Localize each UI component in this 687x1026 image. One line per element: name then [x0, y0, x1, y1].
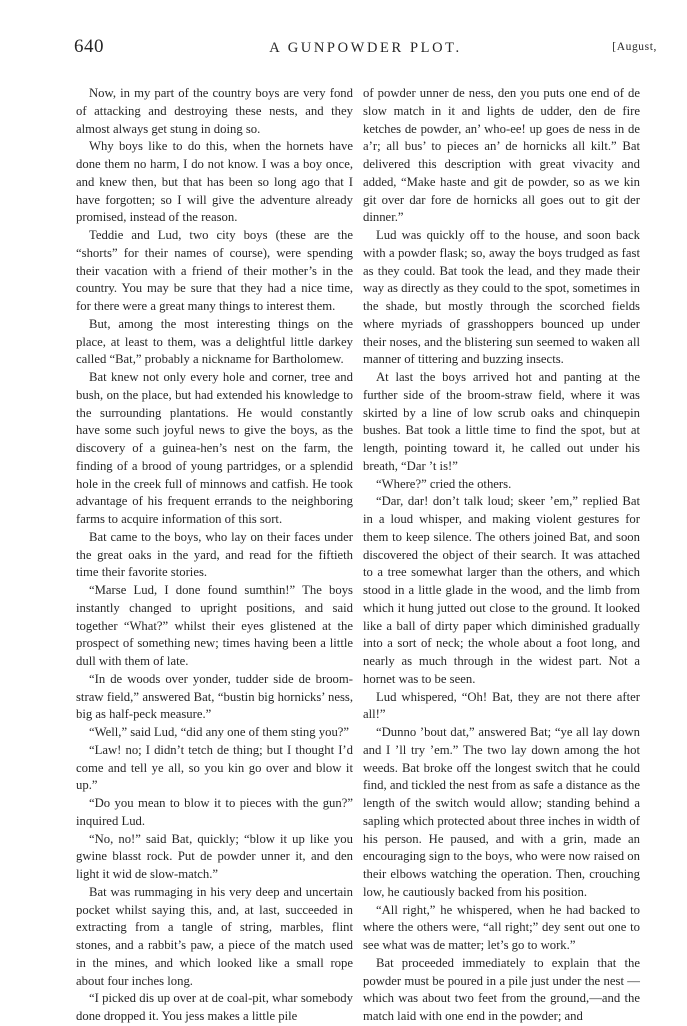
- paragraph: “Well,” said Lud, “did any one of them sting you?”: [89, 725, 350, 739]
- paragraph: Bat was rummaging in his very deep and uncertain pocket whilst saying this, and, at last, succeeded in extracting from a tangle of string, marbles, flint stones, and a rabbit’s paw, a piece of the match used in the mines, and which looked like a small rope about four inches long.: [76, 884, 353, 988]
- running-title: A GUNPOWDER PLOT.: [269, 40, 462, 56]
- paragraph: Lud whispered, “Oh! Bat, they are not there after all!”: [363, 689, 640, 722]
- paragraph: But, among the most interesting things on the place, at least to them, was a delightful little darkey called “Bat,” probably a nickname for Bartholomew.: [76, 316, 353, 367]
- paragraph: “Do you mean to blow it to pieces with the gun?” inquired Lud.: [76, 796, 353, 828]
- paragraph: “Dunno ’bout dat,” answered Bat; “ye all lay down and I ’ll try ’em.” The two lay down among the hot weeds. Bat broke off the longest switch that he could find, and tickled the nest from as safe a distance as the length of the switch would allow; standing behind a sapling which protected about three inches in width of his person. He paused, and with a grin, made an encouraging sign to the boys, who were now raised on their elbows watching the operation. Then, crouching low, he cautiously backed from his position.: [363, 725, 640, 899]
- paragraph: “In de woods over yonder, tudder side de broom-straw field,” answered Bat, “bustin big hornicks’ ness, big as half-peck measure.”: [76, 671, 353, 722]
- paragraph: “Law! no; I didn’t tetch de thing; but I thought I’d come and tell ye all, so you kin go over and blow it up.”: [76, 742, 353, 793]
- page-header: [74, 30, 657, 60]
- paragraph: Lud was quickly off to the house, and soon back with a powder flask; so, away the boys trudged as fast as they could. Bat took the lead, and they made their way as directly as they could to the spot, sometimes in the shade, but mostly through the scorched fields where myriads of grasshoppers bounced up under their noses, and the blistering sun seemed to waken all manner of tittering and buzzing insects.: [363, 228, 640, 367]
- paragraph: Teddie and Lud, two city boys (these are the “shorts” for their names of course), were spending their vacation with a friend of their mother’s in the country. You may be sure that they had a nice time, for there were a great many things to interest them.: [76, 228, 353, 313]
- paragraph: At last the boys arrived hot and panting at the further side of the broom-straw field, where it was skirted by a line of low scrub oaks and chinquepin bushes. Bat took a little time to find the spot, but at length, pointing toward it, he called out under his breath, “Dar ’t is!”: [363, 370, 640, 473]
- paragraph: Now, in my part of the country boys are very fond of attacking and destroying these nests, and they almost always get stung in doing so.: [76, 86, 353, 136]
- page-number: 640: [74, 36, 104, 57]
- right-column: [363, 85, 640, 1026]
- paragraph: Bat came to the boys, who lay on their faces under the great oaks in the yard, and read for the fiftieth time their favorite stories.: [76, 529, 353, 580]
- paragraph: “Where?” cried the others.: [376, 476, 512, 491]
- paragraph: Bat knew not only every hole and corner, tree and bush, on the place, but had extended his knowledge to the surrounding plantations. He would constantly have some such joyful news to give the boys, as the discovery of a guinea-hen’s nest on the farm, the finding of a brood of young partridges, or a splendid hole in the creek full of minnows and catfish. He took advantage of his frequent errands to the neighboring farms to acquire information of this sort.: [76, 370, 353, 526]
- paragraph: “Dar, dar! don’t talk loud; skeer ’em,” replied Bat in a loud whisper, and making violent gestures for them to keep silence. The others joined Bat, and soon discovered the object of their search. It was attached to a tree somewhat larger than the others, and which stood in a little glade in the wood, and the limb from which it hung jutted out close to the ground. It looked like a ball of dirty paper which diminished gradually into a sort of neck; the whole about a foot long, and nearly as much through in the widest part. Not a hornet was to be seen.: [363, 494, 640, 686]
- paragraph: Why boys like to do this, when the hornets have done them no harm, I do not know. I was a boy once, and knew then, but that has been so long ago that I have forgotten; so I will give the adventure already promised, instead of the reason.: [76, 139, 353, 225]
- paragraph: “No, no!” said Bat, quickly; “blow it up like you gwine blasst rock. Put de powder unner it, and den light it wid de slow-match.”: [76, 831, 353, 881]
- left-column: [76, 85, 353, 1026]
- paragraph: “All right,” he whispered, when he had backed to where the others were, “all right;” dey sent out one to see what was de matter; let’s go to work.”: [363, 902, 640, 952]
- issue-month: [August,: [612, 41, 657, 53]
- paragraph-continued: of powder unner de ness, den you puts one end of de slow match in it and lights de udder, den de fire ketches de powder, an’ who-ee! up goes de ness in de a’r; all bus’ to pieces an’ de hornicks all kilt.” Bat delivered this description with great vivacity and added, “Make haste and git de powder, so as we kin git over dar fore de hornicks all goes out to git der dinner.”: [363, 86, 640, 225]
- paragraph: “I picked dis up over at de coal-pit, whar somebody done dropped it. You jess makes a little pile: [76, 991, 353, 1023]
- paragraph: Bat proceeded immediately to explain that the powder must be poured in a pile just under the nest —which was about two feet from the ground,—and the match laid with one end in the powder; and: [363, 955, 640, 1023]
- paragraph: “Marse Lud, I done found sumthin!” The boys instantly changed to upright positions, and said together “What?” whilst their eyes glistened at the prospect of something new; times having been a little dull with them of late.: [76, 583, 353, 668]
